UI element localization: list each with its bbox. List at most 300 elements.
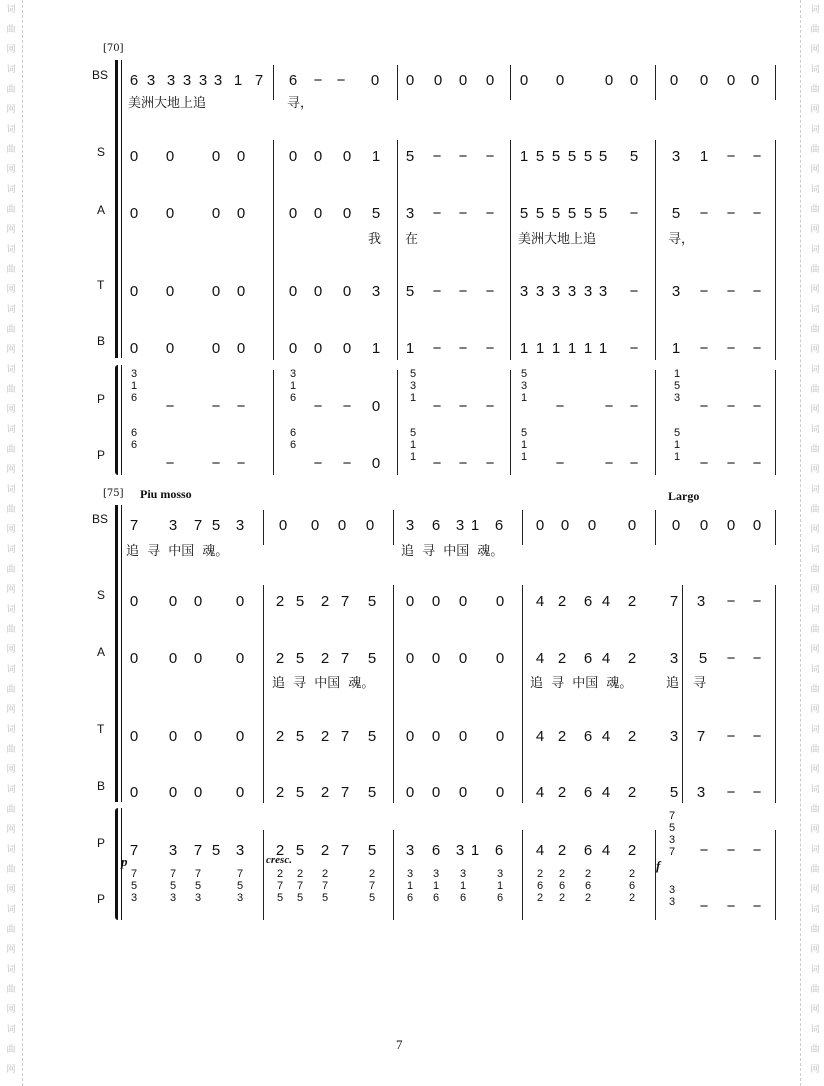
note: 0: [313, 283, 323, 300]
note: −: [726, 898, 736, 915]
note: 7: [340, 784, 350, 801]
note: 0: [555, 72, 565, 89]
note: 7: [340, 728, 350, 745]
note: −: [485, 283, 495, 300]
part-label-s-2: S: [97, 588, 106, 602]
note: 0: [405, 650, 415, 667]
note: 0: [193, 728, 203, 745]
note: 3: [455, 842, 465, 859]
note: 0: [288, 340, 298, 357]
note: 5: [295, 728, 305, 745]
note: 0: [165, 283, 175, 300]
note: −: [726, 455, 736, 472]
note: −: [313, 398, 323, 415]
system2-choir-bracket: [115, 505, 118, 802]
note: 5: [671, 205, 681, 222]
note: −: [752, 842, 762, 859]
note: −: [211, 398, 221, 415]
barline: [393, 830, 394, 920]
note: 3: [567, 283, 577, 300]
note: −: [752, 898, 762, 915]
note: 6: [583, 728, 593, 745]
note: 7: [193, 842, 203, 859]
dynamic-p: p: [121, 854, 128, 869]
note: 3 1 6: [406, 868, 414, 904]
note: 3: [455, 517, 465, 534]
note: −: [699, 283, 709, 300]
note: 5 1 1: [409, 427, 417, 463]
note: 0: [342, 148, 352, 165]
note: 0: [431, 650, 441, 667]
note: 7 5 3: [130, 868, 138, 904]
note: 2 6 2: [536, 868, 544, 904]
note: 1: [371, 148, 381, 165]
part-label-bs-2: BS: [92, 512, 109, 526]
note: −: [485, 148, 495, 165]
note: 5: [567, 205, 577, 222]
note: 0: [458, 728, 468, 745]
note: −: [313, 72, 323, 89]
note: 3: [583, 283, 593, 300]
note: 0: [288, 283, 298, 300]
note: 2 7 5: [276, 868, 284, 904]
tempo-piu-mosso: Piu mosso: [140, 487, 192, 501]
note: 0: [405, 728, 415, 745]
note: 4: [601, 784, 611, 801]
note: 7 5 3 7: [668, 810, 676, 858]
note: 7: [254, 72, 264, 89]
note: 5: [583, 205, 593, 222]
note: 1: [671, 340, 681, 357]
note: 0: [535, 517, 545, 534]
note: 0: [431, 593, 441, 610]
system1-piano-line: [121, 365, 122, 475]
system1-choir-line: [121, 60, 122, 358]
note: 6: [431, 842, 441, 859]
note: 0: [342, 205, 352, 222]
a-lyrics-2: 在: [405, 232, 419, 247]
note: 3 1 6: [289, 368, 297, 404]
note: 5: [519, 205, 529, 222]
note: 5: [629, 148, 639, 165]
note: 1: [535, 340, 545, 357]
note: 7: [193, 517, 203, 534]
note: −: [726, 283, 736, 300]
note: 0: [129, 784, 139, 801]
barline: [273, 370, 274, 475]
part-label-b: B: [97, 334, 106, 348]
note: 1: [519, 148, 529, 165]
note: 0: [129, 283, 139, 300]
barline: [775, 65, 776, 100]
note: −: [432, 283, 442, 300]
note: 3 3: [668, 884, 676, 908]
measure-mark-70: [70]: [103, 43, 124, 54]
note: 5 1 1: [520, 427, 528, 463]
note: 0: [129, 340, 139, 357]
part-label-p2-2: P: [97, 892, 106, 906]
note: 7 5 3: [169, 868, 177, 904]
note: 3: [696, 593, 706, 610]
note: 3 1 6: [496, 868, 504, 904]
barline: [655, 370, 656, 475]
barline: [263, 585, 264, 803]
barline: [775, 830, 776, 920]
note: 1: [371, 340, 381, 357]
note: −: [629, 283, 639, 300]
note: 0: [313, 205, 323, 222]
note: −: [752, 728, 762, 745]
note: 2: [557, 593, 567, 610]
note: 4: [535, 593, 545, 610]
note: 4: [601, 593, 611, 610]
note: 0: [165, 205, 175, 222]
note: 2: [320, 728, 330, 745]
note: 0: [604, 72, 614, 89]
note: −: [726, 784, 736, 801]
note: 7: [340, 650, 350, 667]
note: 0: [699, 72, 709, 89]
note: 2 7 5: [296, 868, 304, 904]
a-lyrics-4: 寻，: [668, 232, 695, 247]
note: 0: [310, 517, 320, 534]
note: 3: [519, 283, 529, 300]
page-number: 7: [396, 1037, 403, 1052]
note: −: [432, 148, 442, 165]
watermark-left: 词 曲 网 词 曲 网 词 曲 网 词 曲 网 词 曲 网 词 曲 网 词 曲 网 词 曲 网 词 曲 网 词 曲 网 词 曲 网 词 曲 网 词 曲 网 词 曲 网 词 曲 网 词 曲 网 词 曲 网 词 曲 网: [6, 5, 16, 1075]
note: 0: [129, 593, 139, 610]
note: 5: [295, 650, 305, 667]
note: 0: [560, 517, 570, 534]
note: 0: [313, 340, 323, 357]
note: −: [752, 398, 762, 415]
note: 0: [278, 517, 288, 534]
note: 5: [535, 148, 545, 165]
note: 5: [371, 205, 381, 222]
note: 2: [557, 650, 567, 667]
note: 5 1 1: [673, 427, 681, 463]
note: 6: [583, 842, 593, 859]
note: 5: [669, 784, 679, 801]
note: 0: [236, 205, 246, 222]
note: 3 1 6: [130, 368, 138, 404]
note: 0: [235, 593, 245, 610]
note: 2 7 5: [368, 868, 376, 904]
barline: [655, 65, 656, 100]
note: −: [752, 283, 762, 300]
note: 6: [494, 517, 504, 534]
note: 2: [627, 728, 637, 745]
barline: [775, 510, 776, 545]
note: 1: [470, 517, 480, 534]
note: 5: [535, 205, 545, 222]
note: 0: [458, 784, 468, 801]
note: 0: [629, 72, 639, 89]
note: −: [752, 455, 762, 472]
note: 6: [583, 784, 593, 801]
note: −: [165, 398, 175, 415]
note: 5: [295, 784, 305, 801]
part-label-p2: P: [97, 448, 106, 462]
bs-lyrics-2-2: 追 寻 中国 魂。: [401, 544, 504, 559]
note: −: [699, 455, 709, 472]
note: 0: [519, 72, 529, 89]
note: 6: [494, 842, 504, 859]
note: 0: [495, 650, 505, 667]
note: 3: [168, 517, 178, 534]
note: 0: [129, 650, 139, 667]
part-label-bs: BS: [92, 68, 109, 82]
note: 3: [235, 517, 245, 534]
barline: [393, 585, 394, 803]
note: 4: [601, 842, 611, 859]
note: 2: [275, 784, 285, 801]
note: 0: [236, 283, 246, 300]
barline: [775, 370, 776, 475]
tempo-largo: Largo: [668, 489, 700, 503]
note: 0: [431, 784, 441, 801]
note: 2: [627, 842, 637, 859]
barline: [682, 585, 683, 803]
note: 7: [129, 842, 139, 859]
note: −: [699, 205, 709, 222]
note: 5: [367, 842, 377, 859]
note: 6 6: [130, 427, 138, 451]
bs-lyrics-1: 美洲大地上追: [128, 96, 207, 111]
note: 0: [193, 593, 203, 610]
note: 0: [129, 728, 139, 745]
note: −: [485, 340, 495, 357]
note: −: [432, 455, 442, 472]
note: 7 5 3: [194, 868, 202, 904]
note: 0: [235, 728, 245, 745]
note: −: [726, 148, 736, 165]
part-label-p1: P: [97, 392, 106, 406]
note: 5: [567, 148, 577, 165]
note: 4: [601, 728, 611, 745]
note: 4: [601, 650, 611, 667]
note: 6: [583, 593, 593, 610]
barline: [393, 510, 394, 545]
barline: [397, 370, 398, 475]
note: 0: [168, 650, 178, 667]
note: 0: [371, 455, 381, 472]
note: 0: [433, 72, 443, 89]
note: 0: [405, 784, 415, 801]
note: 5: [367, 728, 377, 745]
note: 0: [587, 517, 597, 534]
part-label-t: T: [97, 278, 105, 292]
note: 1: [551, 340, 561, 357]
note: 2: [320, 593, 330, 610]
note: −: [752, 593, 762, 610]
note: −: [726, 593, 736, 610]
barline: [522, 830, 523, 920]
note: 3: [371, 283, 381, 300]
note: −: [211, 455, 221, 472]
note: 0: [495, 593, 505, 610]
note: −: [726, 842, 736, 859]
note: 0: [168, 728, 178, 745]
note: 0: [129, 148, 139, 165]
note: 2 6 2: [558, 868, 566, 904]
note: 7 5 3: [236, 868, 244, 904]
note: −: [629, 340, 639, 357]
note: 0: [726, 72, 736, 89]
note: −: [458, 148, 468, 165]
note: 7: [340, 842, 350, 859]
note: −: [313, 455, 323, 472]
system2-piano-brace: [115, 808, 118, 920]
measure-mark-75: [75]: [103, 488, 124, 499]
note: 5: [367, 784, 377, 801]
system2-choir-line: [121, 505, 122, 802]
note: 0: [236, 340, 246, 357]
note: −: [726, 340, 736, 357]
note: 3: [198, 72, 208, 89]
note: −: [485, 455, 495, 472]
note: 5: [551, 205, 561, 222]
note: 2: [557, 728, 567, 745]
a-lyrics-2-1: 追 寻 中国 魂。: [272, 676, 375, 691]
note: 3: [669, 728, 679, 745]
note: 6: [431, 517, 441, 534]
note: 0: [236, 148, 246, 165]
note: 3: [696, 784, 706, 801]
bs-lyrics-2: 寻，: [287, 96, 314, 111]
note: 1: [598, 340, 608, 357]
note: 1: [583, 340, 593, 357]
note: 2: [275, 593, 285, 610]
note: −: [342, 455, 352, 472]
note: 6: [129, 72, 139, 89]
note: 7: [340, 593, 350, 610]
a-lyrics-3: 美洲大地上追: [518, 232, 597, 247]
note: 0: [168, 593, 178, 610]
note: 3: [405, 842, 415, 859]
note: −: [699, 898, 709, 915]
note: 3: [146, 72, 156, 89]
note: 0: [337, 517, 347, 534]
note: 1 5 3: [673, 368, 681, 404]
note: 5 3 1: [409, 368, 417, 404]
note: 2: [275, 728, 285, 745]
note: 3 1 6: [432, 868, 440, 904]
note: 5: [598, 205, 608, 222]
note: 0: [235, 784, 245, 801]
note: 0: [458, 650, 468, 667]
dynamic-cresc: cresc.: [266, 854, 292, 866]
note: −: [699, 398, 709, 415]
barline: [775, 140, 776, 360]
note: −: [236, 398, 246, 415]
note: 3: [598, 283, 608, 300]
note: 3: [166, 72, 176, 89]
note: −: [458, 205, 468, 222]
note: −: [458, 283, 468, 300]
note: 4: [535, 842, 545, 859]
note: −: [752, 205, 762, 222]
note: −: [604, 455, 614, 472]
note: 6 6: [289, 427, 297, 451]
note: 0: [485, 72, 495, 89]
note: 2: [557, 842, 567, 859]
note: 2 6 2: [584, 868, 592, 904]
note: 0: [458, 593, 468, 610]
barline: [273, 140, 274, 360]
barline: [397, 140, 398, 360]
note: 0: [288, 205, 298, 222]
note: 3: [182, 72, 192, 89]
note: 5: [295, 593, 305, 610]
note: 2: [557, 784, 567, 801]
note: 0: [495, 784, 505, 801]
note: 3: [405, 205, 415, 222]
note: −: [629, 205, 639, 222]
note: 4: [535, 650, 545, 667]
note: 5: [367, 650, 377, 667]
note: −: [752, 148, 762, 165]
note: 3: [213, 72, 223, 89]
note: 0: [370, 72, 380, 89]
note: 5: [551, 148, 561, 165]
note: 0: [211, 340, 221, 357]
watermark-border-left: [22, 0, 23, 1086]
barline: [775, 585, 776, 803]
barline: [655, 510, 656, 545]
note: 0: [671, 517, 681, 534]
barline: [510, 65, 511, 100]
barline: [655, 140, 656, 360]
note: 5: [367, 593, 377, 610]
note: −: [726, 398, 736, 415]
note: 4: [535, 728, 545, 745]
note: −: [336, 72, 346, 89]
note: 6: [288, 72, 298, 89]
note: −: [485, 398, 495, 415]
note: 2 7 5: [321, 868, 329, 904]
note: −: [432, 398, 442, 415]
note: −: [699, 340, 709, 357]
note: 0: [431, 728, 441, 745]
note: −: [342, 398, 352, 415]
note: −: [726, 650, 736, 667]
note: 2: [627, 784, 637, 801]
note: 0: [371, 398, 381, 415]
note: 0: [726, 517, 736, 534]
note: 7: [129, 517, 139, 534]
note: −: [752, 340, 762, 357]
part-label-a: A: [97, 203, 106, 217]
note: 0: [211, 205, 221, 222]
note: −: [236, 455, 246, 472]
note: −: [485, 205, 495, 222]
note: 2: [320, 784, 330, 801]
note: 3 1 6: [459, 868, 467, 904]
note: −: [629, 398, 639, 415]
part-label-t-2: T: [97, 722, 105, 736]
barline: [510, 140, 511, 360]
note: 0: [288, 148, 298, 165]
note: 7: [696, 728, 706, 745]
note: 0: [165, 340, 175, 357]
note: 5: [405, 283, 415, 300]
note: −: [458, 455, 468, 472]
a-lyrics-2-2: 追 寻 中国 魂。: [530, 676, 633, 691]
note: −: [629, 455, 639, 472]
note: 0: [405, 593, 415, 610]
note: −: [604, 398, 614, 415]
